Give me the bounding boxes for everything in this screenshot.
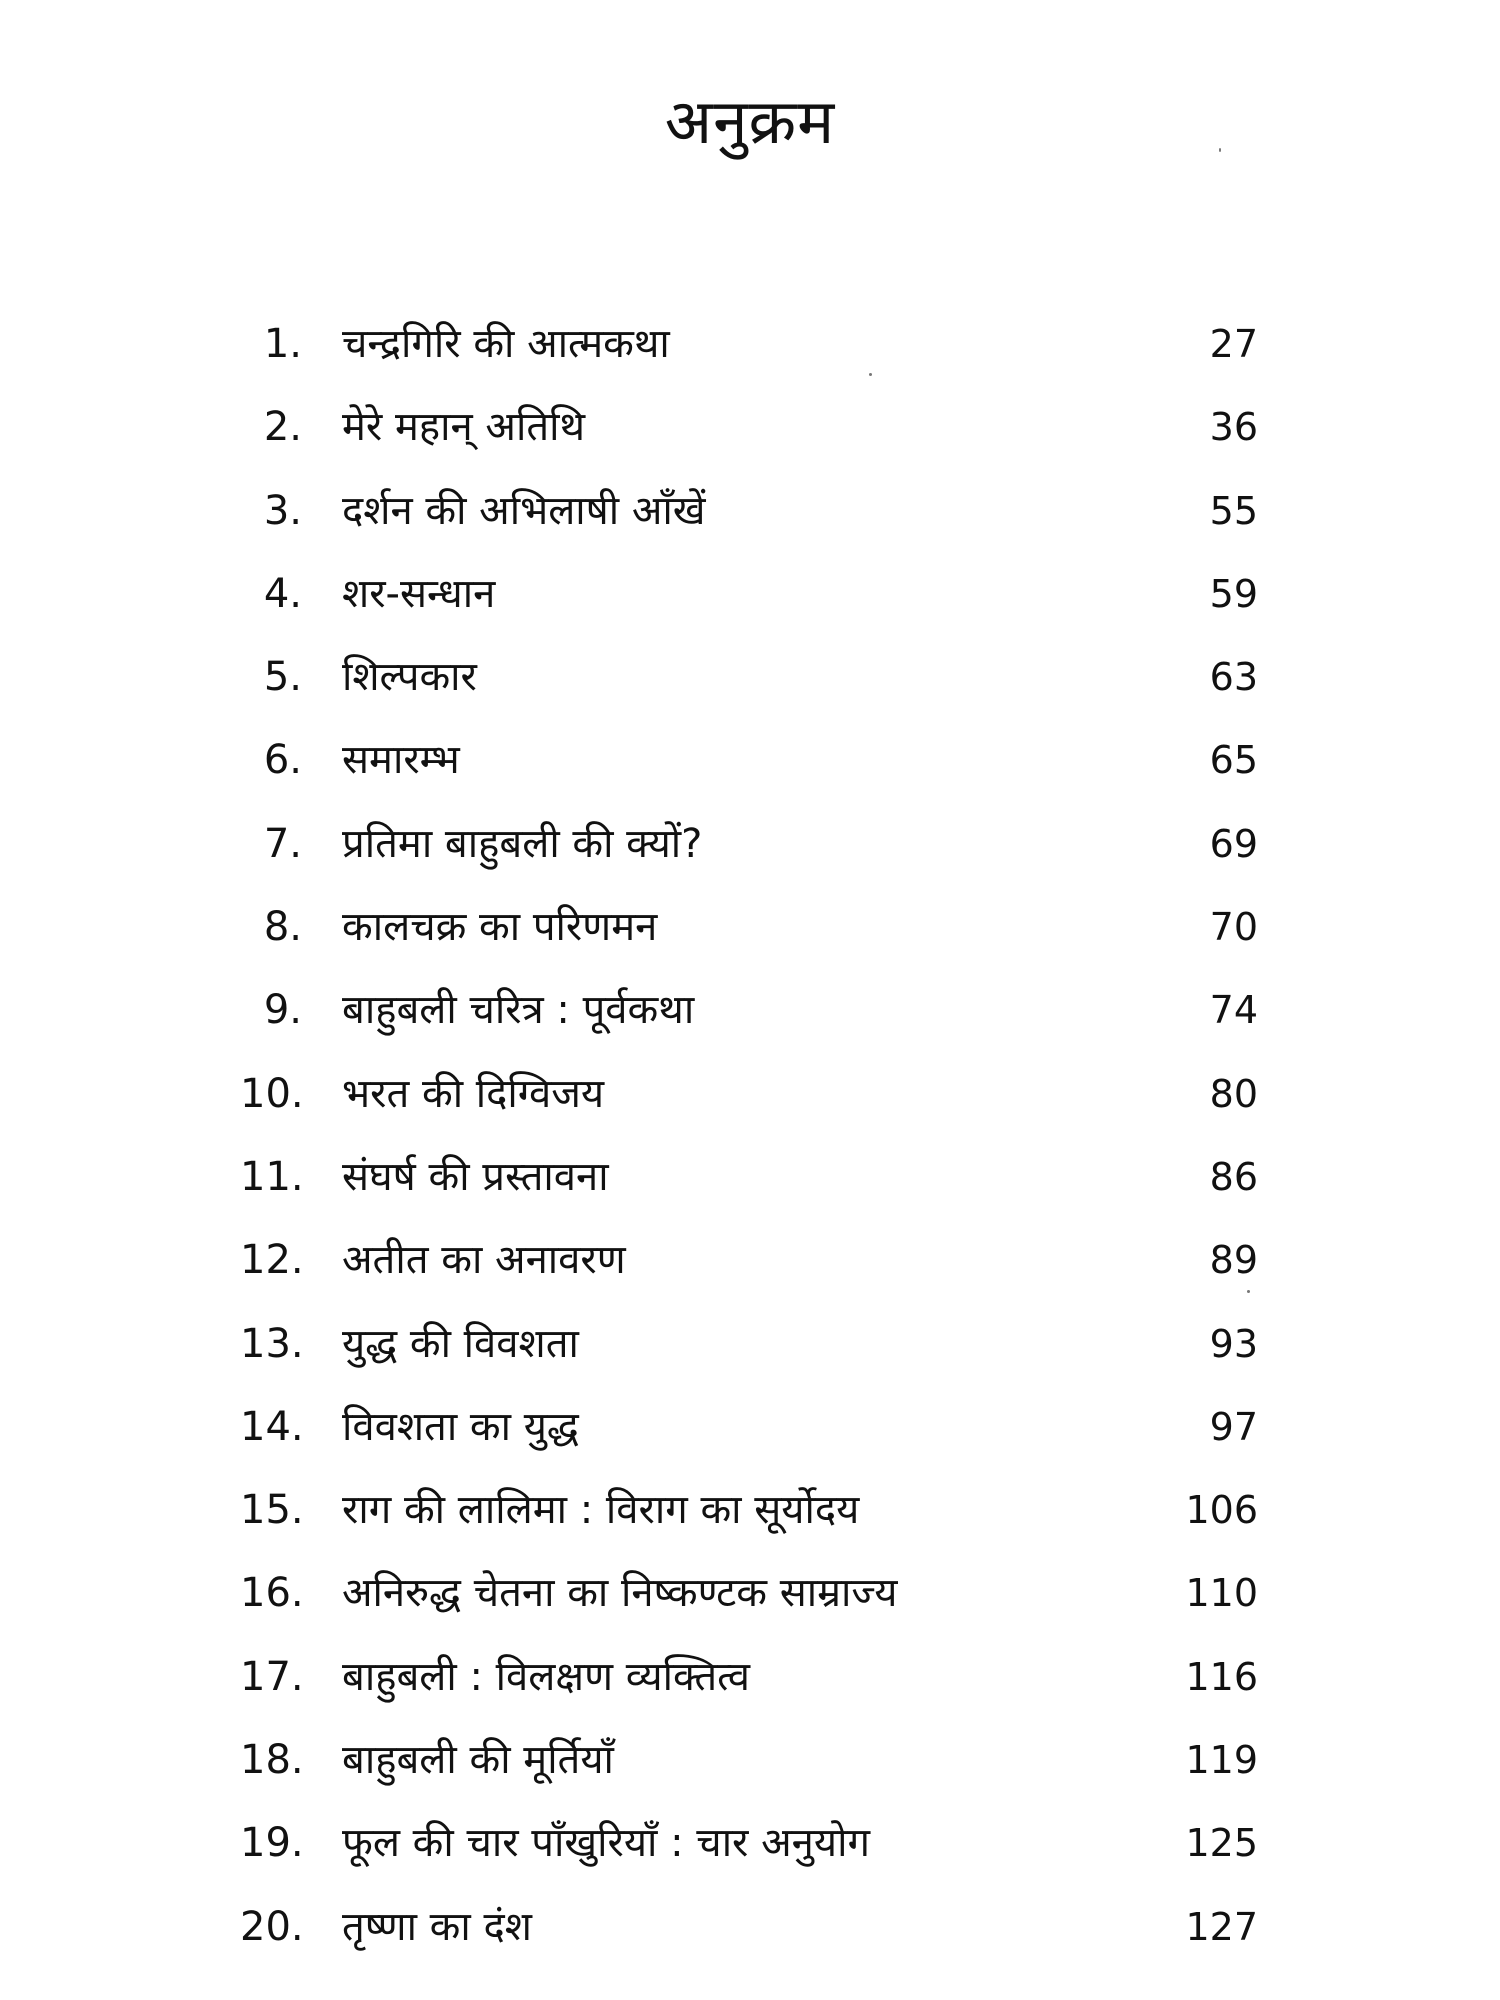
chapter-number: 4. (263, 570, 302, 617)
toc-entry (0, 647, 1500, 730)
toc-entry (0, 1730, 1500, 1813)
chapter-title: बाहुबली की मूर्तियाँ (342, 1737, 614, 1784)
page-number: 119 (1185, 1738, 1258, 1783)
chapter-number: 3. (263, 487, 302, 534)
chapter-title: दर्शन की अभिलाषी आँखें (342, 487, 706, 534)
chapter-title: अतीत का अनावरण (342, 1237, 626, 1284)
chapter-title: फूल की चार पाँखुरियाँ : चार अनुयोग (342, 1820, 870, 1867)
toc-entry (0, 730, 1500, 813)
page-number: 116 (1185, 1654, 1258, 1699)
toc-entry (0, 481, 1500, 564)
page-number: 36 (1209, 405, 1258, 450)
toc-entry (0, 1147, 1500, 1230)
chapter-title: शर-सन्धान (342, 570, 496, 617)
page-number: 70 (1209, 905, 1258, 950)
page-number: 59 (1209, 571, 1258, 616)
page-number: 97 (1209, 1404, 1258, 1449)
toc-entry (0, 397, 1500, 480)
page-number: 80 (1209, 1071, 1258, 1116)
chapter-number: 20. (240, 1903, 304, 1950)
page-number: 93 (1209, 1321, 1258, 1366)
chapter-title: राग की लालिमा : विराग का सूर्योदय (342, 1487, 860, 1534)
chapter-number: 7. (263, 820, 302, 867)
chapter-title: युद्ध की विवशता (342, 1320, 579, 1367)
toc-entry (0, 1813, 1500, 1896)
page-number: 69 (1209, 821, 1258, 866)
chapter-title: बाहुबली : विलक्षण व्यक्तित्व (342, 1653, 751, 1700)
page-number: 27 (1209, 322, 1258, 366)
page-number: 110 (1185, 1571, 1258, 1616)
toc-entry (0, 814, 1500, 897)
chapter-number: 5. (263, 654, 302, 701)
chapter-number: 18. (240, 1737, 304, 1784)
page-number: 106 (1185, 1488, 1258, 1533)
page-number: 63 (1209, 655, 1258, 700)
page-number: 125 (1185, 1821, 1258, 1866)
chapter-number: 12. (240, 1237, 304, 1284)
toc-entry (0, 1480, 1500, 1563)
chapter-title: भरत की दिग्विजय (342, 1070, 605, 1117)
toc-entry (0, 1897, 1500, 1980)
toc-entry (0, 1563, 1500, 1646)
toc-entry (0, 564, 1500, 647)
chapter-title: कालचक्र का परिणमन (342, 904, 658, 951)
page-number: 74 (1209, 988, 1258, 1033)
chapter-number: 9. (263, 987, 302, 1034)
chapter-number: 17. (240, 1653, 304, 1700)
chapter-title: संघर्ष की प्रस्तावना (342, 1153, 609, 1200)
toc-entry (0, 1230, 1500, 1313)
scan-speck (1247, 1290, 1250, 1293)
page-number: 89 (1209, 1238, 1258, 1283)
table-of-contents (0, 314, 1500, 1964)
chapter-title: विवशता का युद्ध (342, 1403, 579, 1450)
chapter-title: प्रतिमा बाहुबली की क्यों? (342, 820, 703, 867)
page-number: 127 (1185, 1904, 1258, 1949)
toc-entry (0, 1647, 1500, 1730)
toc-entry (0, 897, 1500, 980)
page-number: 86 (1209, 1154, 1258, 1199)
chapter-number: 15. (240, 1487, 304, 1534)
chapter-number: 1. (263, 321, 302, 367)
chapter-title: बाहुबली चरित्र : पूर्वकथा (342, 987, 695, 1034)
page-number: 65 (1209, 738, 1258, 783)
chapter-title: समारम्भ (342, 737, 460, 784)
chapter-number: 16. (240, 1570, 304, 1617)
chapter-title: अनिरुद्ध चेतना का निष्कण्टक साम्राज्य (342, 1570, 898, 1617)
chapter-number: 13. (240, 1320, 304, 1367)
chapter-number: 10. (240, 1070, 304, 1117)
chapter-title: शिल्पकार (342, 654, 477, 701)
toc-entry (0, 314, 1500, 397)
chapter-title: मेरे महान् अतिथि (342, 404, 586, 451)
page-title: अनुक्रम (664, 85, 836, 158)
chapter-number: 14. (240, 1403, 304, 1450)
toc-entry (0, 1314, 1500, 1397)
toc-entry (0, 980, 1500, 1063)
chapter-number: 8. (263, 904, 302, 951)
page-number: 55 (1209, 488, 1258, 533)
scan-speck (1219, 148, 1221, 152)
toc-entry (0, 1397, 1500, 1480)
toc-entry (0, 1064, 1500, 1147)
chapter-number: 19. (240, 1820, 304, 1867)
chapter-title: तृष्णा का दंश (342, 1903, 532, 1950)
scan-speck (869, 373, 872, 376)
chapter-number: 6. (263, 737, 302, 784)
chapter-number: 2. (263, 404, 302, 451)
chapter-number: 11. (240, 1153, 304, 1200)
chapter-title: चन्द्रगिरि की आत्मकथा (342, 321, 670, 367)
